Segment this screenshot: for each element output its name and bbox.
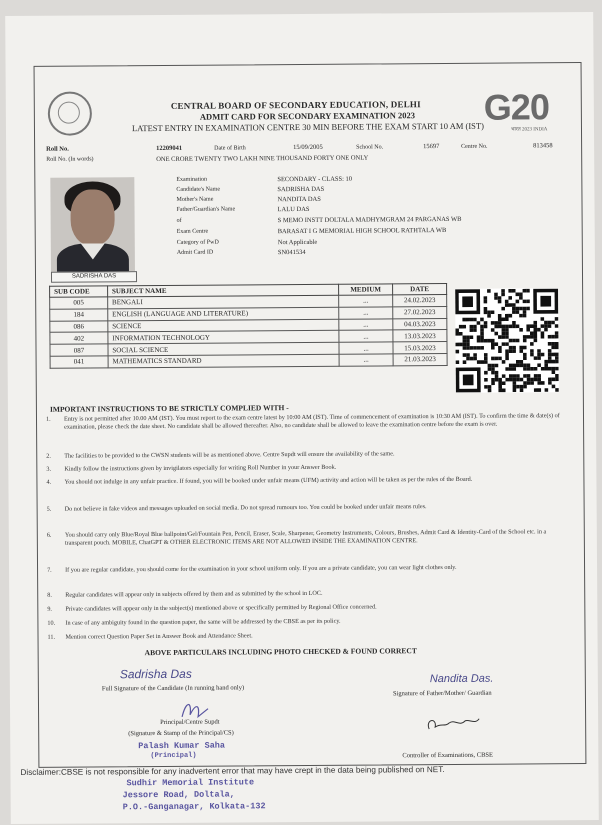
instruction-item — [46, 412, 568, 440]
roll-number: 12209041 — [156, 144, 183, 153]
instruction-text: Private candidates will appear only in the subject(s) mentioned above or specifically permitted by Regional Office concerned. — [65, 603, 377, 613]
roll-words-label: Roll No. (In words) — [46, 156, 94, 163]
detail-value: BARASAT I G MEMORIAL HIGH SCHOOL RATHTALA WB — [277, 226, 447, 236]
instruction-text: The facilities to be provided to the CWSN students will be as mentioned above. Centre Supdt will ensure the availability of the same. — [64, 450, 395, 460]
column-header: DATE — [393, 283, 447, 294]
exam-date: 04.03.2023 — [393, 318, 447, 330]
detail-value: S MEMO INSTT DOLTALA MADHYMGRAM 24 PARGANAS WB — [277, 215, 462, 225]
exam-date: 24.02.2023 — [393, 294, 447, 306]
school-label: School No. — [356, 144, 384, 151]
table-row — [50, 353, 447, 368]
exam-date: 27.02.2023 — [393, 306, 447, 318]
parent-signature: Nandita Das. — [429, 672, 494, 686]
board-name: CENTRAL BOARD OF SECONDARY EDUCATION, DELHI — [170, 99, 421, 111]
exam-date: 13.03.2023 — [393, 330, 447, 342]
sub-code: 041 — [50, 356, 108, 368]
detail-label: Category of PwD — [176, 239, 219, 246]
disclaimer: Disclaimer:CBSE is not responsible for any inadvertent error that may have crept in the data being published on NET. — [20, 765, 445, 777]
particulars-note: ABOVE PARTICULARS INCLUDING PHOTO CHECKED & FOUND CORRECT — [144, 646, 417, 658]
instruction-text: Kindly follow the instructions given by invigilators especially for writing Roll Number in your Answer Book. — [64, 463, 337, 473]
detail-value: LALU DAS — [277, 205, 310, 214]
qr-code-icon — [455, 288, 559, 393]
exam-date: 15.03.2023 — [393, 342, 447, 354]
medium: ... — [339, 295, 393, 307]
detail-value: SN041534 — [277, 248, 306, 257]
admit-card-sheet — [5, 12, 599, 824]
medium: ... — [339, 354, 393, 366]
parent-signature-label: Signature of Father/Mother/ Guardian — [392, 689, 492, 698]
instruction-number: 9. — [47, 605, 52, 613]
centre-number: 813458 — [533, 142, 553, 150]
detail-label: Father/Guardian's Name — [176, 206, 236, 213]
school-number: 15697 — [423, 143, 440, 151]
instruction-text: Do not believe in fake videos and messages uploaded on social media. Do not spread rumours too. You could be booked under unfair means rules. — [64, 503, 427, 513]
principal-label: Principal/Centre Supdt — [160, 718, 220, 726]
detail-label: of — [176, 217, 182, 224]
candidate-photo — [50, 177, 135, 278]
instruction-number: 2. — [46, 452, 51, 460]
stamp-name: Palash Kumar Saha — [138, 740, 226, 752]
sub-code: 402 — [50, 332, 108, 344]
subject-name: MATHEMATICS STANDARD — [108, 354, 339, 367]
instruction-text: Regular candidates will appear only in subjects offered by them and as submitted by the school in LOC. — [65, 589, 323, 599]
instruction-number: 1. — [45, 415, 51, 423]
subject-name: ENGLISH (LANGUAGE AND LITERATURE) — [108, 307, 339, 320]
detail-value: Not Applicable — [277, 238, 318, 247]
detail-label: Exam Centre — [176, 228, 209, 235]
instruction-number: 11. — [47, 633, 56, 641]
cbse-logo-icon — [48, 91, 92, 135]
card-title: ADMIT CARD FOR SECONDARY EXAMINATION 2023 — [199, 110, 416, 122]
detail-label: Candidate's Name — [176, 186, 221, 193]
dob-label: Date of Birth — [214, 145, 246, 152]
controller-signature-icon — [423, 713, 483, 737]
medium: ... — [339, 318, 393, 330]
medium: ... — [339, 342, 393, 354]
instruction-number: 7. — [47, 566, 52, 574]
instruction-item — [47, 528, 569, 556]
principal-sub-label: (Signature & Stamp of the Principal/CS) — [128, 729, 234, 738]
detail-label: Mother's Name — [176, 196, 214, 203]
roll-label: Roll No. — [46, 145, 69, 153]
instruction-number: 3. — [46, 465, 52, 473]
medium: ... — [339, 330, 393, 342]
instruction-text: You should not indulge in any unfair practice. If found, you will be booked under unfair means (UFM) activity and action will be taken as per the rules of the Board. — [64, 475, 473, 486]
controller-label: Controller of Examinations, CBSE — [402, 751, 494, 760]
g20-logo: G20 — [483, 86, 550, 128]
sub-code: 184 — [50, 309, 108, 321]
photo-caption: SADRISHA DAS — [51, 271, 137, 283]
subject-name: BENGALI — [108, 295, 339, 308]
stamp-address-line2: P.O.-Ganganagar, Kolkata-132 — [122, 801, 266, 813]
exam-date: 21.03.2023 — [393, 353, 447, 365]
stamp-role: (Principal) — [150, 751, 197, 761]
sub-code: 087 — [50, 344, 108, 356]
dob-value: 15/09/2005 — [293, 143, 323, 152]
centre-label: Centre No. — [461, 143, 488, 150]
column-header: SUB CODE — [50, 286, 108, 297]
instruction-number: 6. — [46, 531, 52, 539]
instruction-number: 5. — [46, 505, 52, 513]
subject-table — [49, 283, 448, 369]
subject-name: SOCIAL SCIENCE — [108, 342, 339, 355]
g20-caption: भारत 2023 INDIA — [510, 127, 548, 133]
candidate-signature-label: Full Signature of the Candidate (In running hand only) — [101, 684, 245, 693]
detail-label: Examination — [176, 176, 208, 183]
stamp-address-line1: Jessore Road, Doltala, — [122, 789, 235, 801]
instruction-text: You should carry only Blue/Royal Blue ballpoint/Gel/Fountain Pen, Pencil, Eraser, Scale, Sharpener, Geometry Instruments, Colours, Brushes, Admit Card & Identity-Card of the School etc. in a transparent pouch. MOBILE, ChatGPT & OTHER ELECTRONIC ITEMS ARE NOT ALLOWED INSIDE THE EXAMINATION CENTRE. — [64, 528, 547, 547]
roll-words: ONE CRORE TWENTY TWO LAKH NINE THOUSAND FORTY ONE ONLY — [156, 154, 369, 164]
column-header: MEDIUM — [339, 284, 393, 295]
entry-note: LATEST ENTRY IN EXAMINATION CENTRE 30 MIN BEFORE THE EXAM START 10 AM (IST) — [131, 120, 484, 134]
subject-name: SCIENCE — [108, 319, 339, 332]
instruction-text: In case of any ambiguity found in the question paper, the same will be addressed by the CBSE as per its policy. — [65, 617, 341, 627]
sub-code: 086 — [50, 320, 108, 332]
column-header: SUBJECT NAME — [107, 284, 338, 297]
detail-value: NANDITA DAS — [277, 195, 321, 204]
instruction-number: 4. — [46, 478, 52, 486]
instructions-title: IMPORTANT INSTRUCTIONS TO BE STRICTLY COMPLIED WITH - — [49, 403, 289, 414]
medium: ... — [339, 307, 393, 319]
instruction-text: If you are regular candidate, you should come for the examination in your school uniform only. If you are a private candidate, you can wear light clothes only. — [65, 563, 457, 574]
subject-name: INFORMATION TECHNOLOGY — [108, 331, 339, 344]
detail-value: SADRISHA DAS — [277, 185, 325, 194]
detail-label: Admit Card ID — [176, 249, 214, 256]
instruction-number: 10. — [47, 619, 56, 627]
candidate-signature: Sadrisha Das — [119, 666, 192, 682]
stamp-school: Sudhir Memorial Institute — [126, 777, 255, 789]
sub-code: 005 — [50, 297, 108, 309]
detail-value: SECONDARY - CLASS: 10 — [277, 175, 353, 184]
instruction-text: Mention correct Question Paper Set in Answer Book and Attendance Sheet. — [65, 632, 253, 641]
instruction-number: 8. — [47, 591, 52, 599]
instruction-text: Entry is not permitted after 10.00 AM (IST). You must report to the exam centre latest by 10:00 AM (IST). Time of commencement of examination is 10:30 AM (IST). To confirm the time & date(s) of examination, please check the date sheet. No candidate shall be allowed thereafter. Also, no candidate shall be allowed to leave the examination centre before the exam is over. — [63, 412, 560, 431]
